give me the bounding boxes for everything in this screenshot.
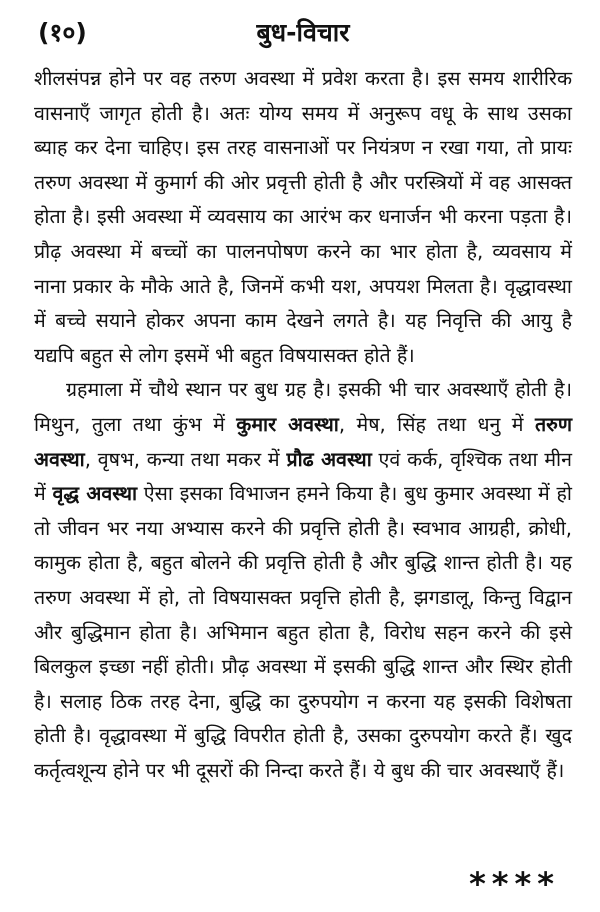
bold-term-tarun: तरुण अवस्था	[34, 412, 572, 471]
paragraph-1: शीलसंपन्न होने पर वह तरुण अवस्था में प्रवेश करता है। इस समय शारीरिक वासनाएँ जागृत होती है। अतः योग्य समय में अनुरूप वधू के साथ उसका ब्याह कर देना चाहिए। इस तरह वासनाओं पर नियंत्रण न रखा गया, तो प्रायः तरुण अवस्था में कुमार्ग की ओर प्रवृत्ती होती है और परस्त्रियों में वह आसक्त होता है। इसी अवस्था में व्यवसाय का आरंभ कर धनार्जन भी करना पड़ता है। प्रौढ़ अवस्था में बच्चों का पालनपोषण करने का भार होता है, व्यवसाय में नाना प्रकार के मौके आते है, जिनमें कभी यश, अपयश मिलता है। वृद्धावस्था में बच्चे सयाने होकर अपना काम देखने लगते है। यह निवृत्ति की आयु है यद्यपि बहुत से लोग इसमें भी बहुत विषयासक्त होते हैं।	[34, 67, 572, 367]
paragraph-2	[34, 373, 572, 788]
paragraph-2-text: एवं कर्क, वृश्चिक तथा मीन में	[34, 447, 572, 506]
running-title: बुध-विचार	[256, 18, 350, 47]
paragraph-2-text: ग्रहमाला में चौथे स्थान पर बुध ग्रह है। इसकी भी चार अवस्थाएँ होती है। मिथुन, तुला तथा कुंभ में	[34, 378, 572, 436]
page-header	[34, 14, 572, 54]
paragraph-2-text: , वृषभ, कन्या तथा मकर में	[84, 447, 287, 471]
section-end-asterisks: ****	[469, 865, 560, 903]
paragraph-2-text: ऐसा इसका विभाजन हमने किया है। बुध कुमार अवस्था में हो तो जीवन भर नया अभ्यास करने की प्रवृत्ति होती है। स्वभाव आग्रही, क्रोधी, कामुक होता है, बहुत बोलने की प्रवृत्ति होती है और बुद्धि शान्त होती है। यह तरुण अवस्था में हो, तो विषयासक्त प्रवृत्ति होती है, झगडालू, किन्तु विद्वान और बुद्धिमान होता है। अभिमान बहुत होता है, विरोध सहन करने की इसे बिलकुल इच्छा नहीं होती। प्रौढ़ अवस्था में इसकी बुद्धि शान्त और स्थिर होती है। सलाह ठिक तरह देना, बुद्धि का दुरुपयोग न करना यह इसकी विशेषता होती है। वृद्धावस्था में बुद्धि विपरीत होती है, उसका दुरुपयोग करते हैं। खुद कर्तृत्वशून्य होने पर भी दूसरों की निन्दा करते हैं। ये बुध की चार अवस्थाएँ हैं।	[34, 482, 572, 782]
bold-term-vriddh: वृद्ध अवस्था	[52, 482, 138, 506]
bold-term-praudh: प्रौढ अवस्था	[286, 447, 372, 471]
body-text	[34, 62, 572, 788]
paragraph-2-text: , मेष, सिंह तथा धनु में	[338, 412, 535, 436]
page-number: (१०)	[38, 18, 87, 47]
bold-term-kumar: कुमार अवस्था	[236, 412, 339, 436]
